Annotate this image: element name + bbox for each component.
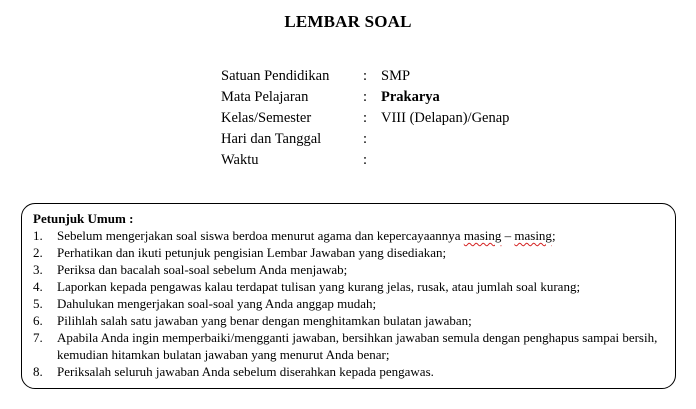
spellcheck-word: masing [514, 228, 552, 243]
instruction-item [33, 295, 665, 312]
info-value: SMP [381, 68, 411, 84]
instruction-item [33, 329, 665, 363]
instruction-text: Perhatikan dan ikuti petunjuk pengisian Lembar Jawaban yang disediakan; [57, 245, 447, 260]
instruction-item [33, 312, 665, 329]
instruction-text: Laporkan kepada pengawas kalau terdapat tulisan yang kurang jelas, rusak, atau jumlah soal kurang; [57, 279, 581, 294]
info-row-school-level [221, 66, 509, 87]
info-label: Kelas/Semester [221, 110, 312, 126]
info-label: Mata Pelajaran [221, 89, 309, 105]
info-colon: : [363, 131, 368, 147]
instruction-text: Apabila Anda ingin memperbaiki/mengganti jawaban, bersihkan jawaban semula dengan penghapus sampai bersih, kemudian hitamkan bulatan jawaban yang menurut Anda benar; [57, 330, 658, 362]
info-colon: : [363, 110, 368, 126]
info-row-time [221, 150, 509, 171]
instruction-number: 7. [33, 330, 43, 345]
spellcheck-word: masing [463, 228, 502, 243]
instruction-text: Pilihlah salah satu jawaban yang benar dengan menghitamkan bulatan jawaban; [57, 313, 472, 328]
instruction-item [33, 363, 665, 380]
instruction-item [33, 227, 665, 244]
instruction-number: 3. [33, 262, 43, 277]
info-row-class-semester [221, 108, 509, 129]
instruction-number: 2. [33, 245, 43, 260]
instruction-number: 6. [33, 313, 43, 328]
info-row-day-date [221, 129, 509, 150]
instruction-text: Periksa dan bacalah soal-soal sebelum Anda menjawab; [57, 262, 348, 277]
info-row-subject [221, 87, 509, 108]
info-label: Hari dan Tanggal [221, 131, 322, 147]
info-label: Waktu [221, 152, 259, 168]
page-title: LEMBAR SOAL [284, 12, 412, 31]
instruction-number: 8. [33, 364, 43, 379]
instruction-text: Periksalah seluruh jawaban Anda sebelum diserahkan kepada pengawas. [57, 364, 434, 379]
instruction-text [57, 227, 665, 244]
info-label: Satuan Pendidikan [221, 68, 330, 84]
instruction-item [33, 244, 665, 261]
instruction-text-part: Sebelum mengerjakan soal siswa berdoa menurut agama dan kepercayaannya [57, 228, 464, 243]
instruction-text-part: – [501, 228, 515, 243]
info-value: VIII (Delapan)/Genap [381, 110, 510, 126]
info-colon: : [363, 152, 368, 168]
instruction-item [33, 278, 665, 295]
instruction-text: Dahulukan mengerjakan soal-soal yang Anda anggap mudah; [57, 296, 377, 311]
instruction-number: 4. [33, 279, 43, 294]
exam-info-table [221, 66, 509, 171]
info-colon: : [363, 68, 368, 84]
info-value: Prakarya [381, 89, 440, 105]
instructions-title: Petunjuk Umum : [33, 211, 134, 226]
info-colon: : [363, 89, 368, 105]
instructions-list [33, 227, 665, 380]
instructions-box [21, 203, 676, 389]
instruction-text-part: ; [551, 228, 556, 243]
instruction-number: 1. [33, 228, 43, 243]
instruction-item [33, 261, 665, 278]
instruction-number: 5. [33, 296, 43, 311]
